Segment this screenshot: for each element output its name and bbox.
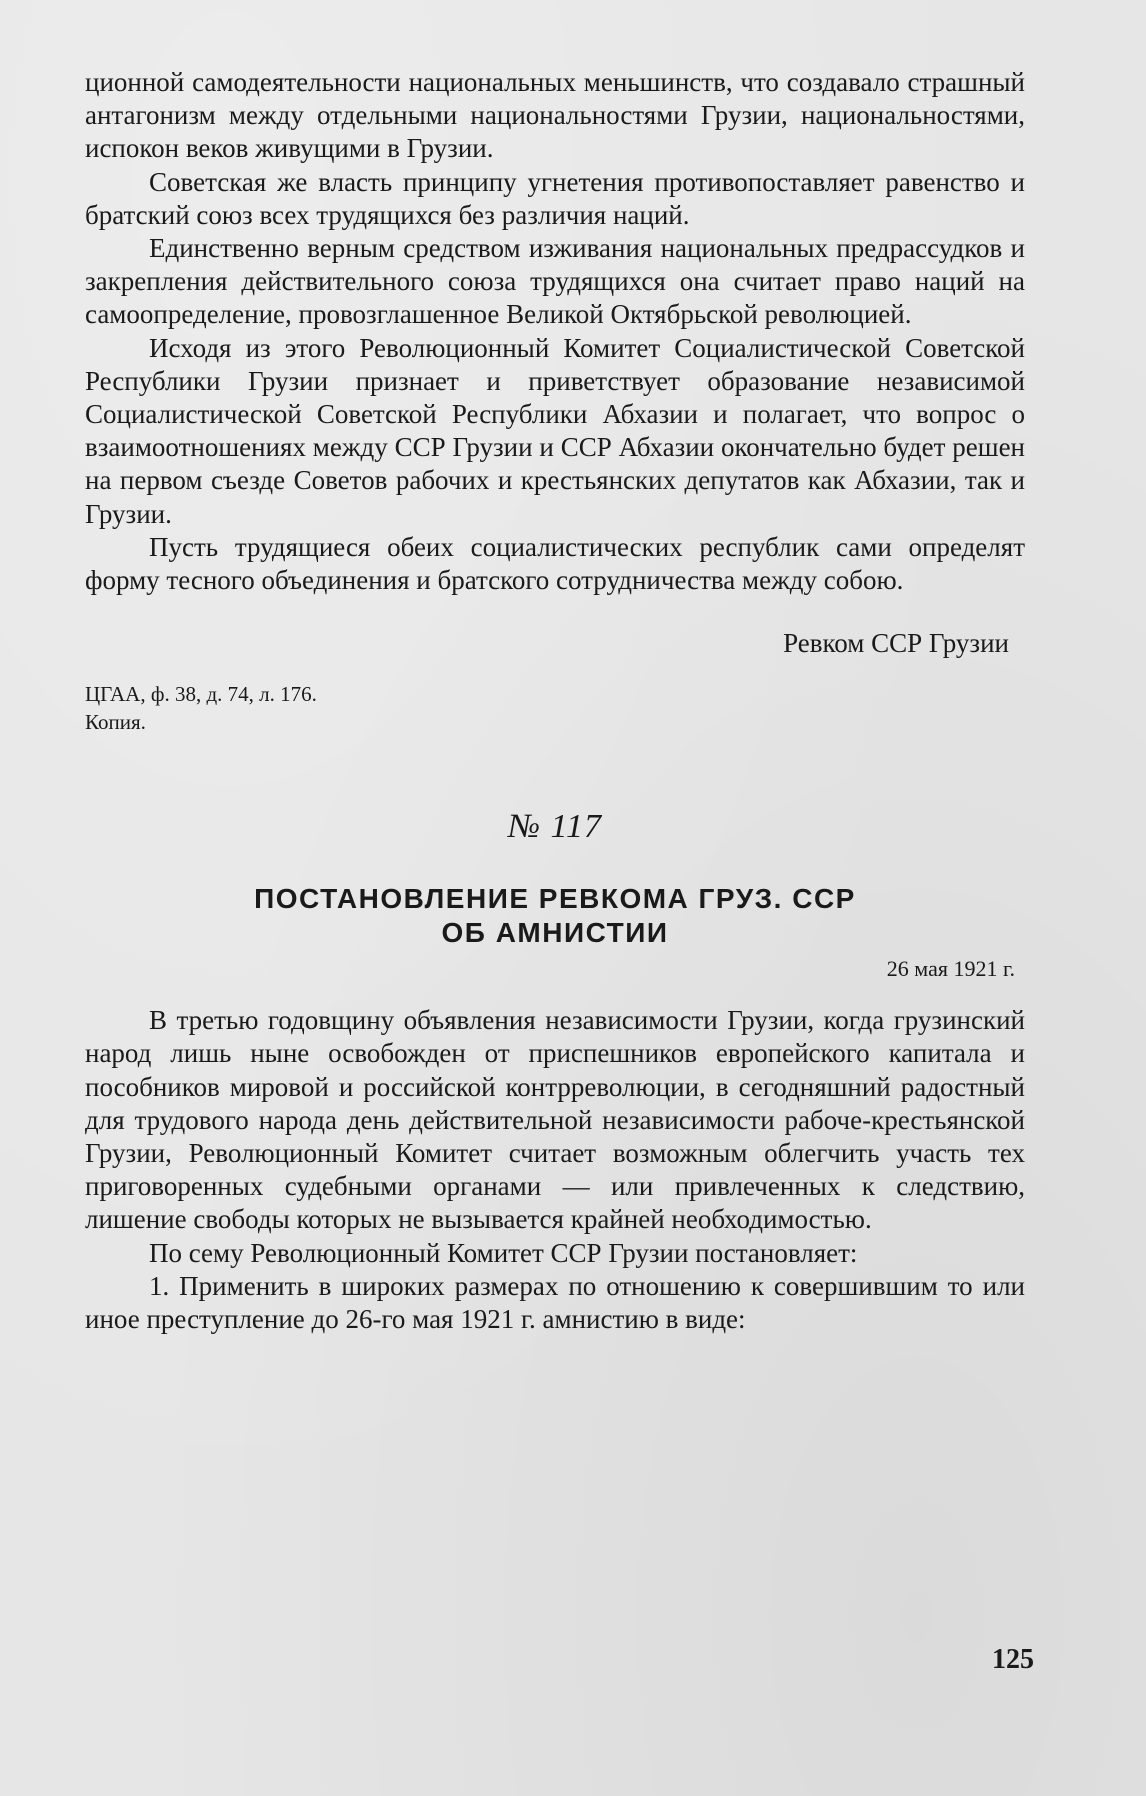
page-number: 125: [992, 1644, 1034, 1675]
document-title-line-1: ПОСТАНОВЛЕНИЕ РЕВКОМА ГРУЗ. ССР: [254, 883, 856, 915]
copy-note: Копия.: [85, 710, 146, 735]
text-column: [85, 66, 1025, 1336]
document-date: 26 мая 1921 г.: [886, 956, 1015, 982]
paragraph-continuation: ционной самодеятельности национальных меньшинств, что создавало страшный антагонизм между отдельными национальностями Грузии, национальностями, испокон веков живущими в Грузии.: [85, 67, 1025, 164]
archive-reference: ЦГАА, ф. 38, д. 74, л. 176.: [85, 682, 317, 707]
paragraph-cooperation: Пусть трудящиеся обеих социалистических республик сами определят форму тесного объединения и братского сотрудничества между собою.: [85, 531, 1025, 596]
document-number: № 117: [507, 808, 603, 846]
paragraph-soviet-power: Советская же власть принципу угнетения противопоставляет равенство и братский союз всех трудящихся без различия наций.: [85, 166, 1025, 230]
paragraph-amnesty-preamble: В третью годовщину объявления независимости Грузии, когда грузинский народ лишь ныне освобожден от приспешников европейского капитала и пособников мировой и российской контрреволюции, в сегодняшний радостный для трудового народа день действительной независимости рабоче-крестьянской Грузии, Революционный Комитет считает возможным облегчить участь тех приговоренных судебными органами — или привлеченных к следствию, лишение свободы которых не вызывается крайней необходимостью.: [85, 1005, 1025, 1235]
archive-reference-block: [85, 680, 1025, 736]
document-title: [85, 882, 1025, 950]
paragraph-item-1: 1. Применить в широких размерах по отношению к совершившим то или иное преступление до 26-го мая 1921 г. амнистию в виде:: [85, 1270, 1025, 1335]
paragraph-self-determination: Единственно верным средством изживания национальных предрассудков и закрепления действительного союза трудящихся она считает право наций на самоопределение, провозглашенное Великой Октябрьской революцией.: [85, 233, 1025, 330]
signature: Ревком ССР Грузии: [783, 628, 1009, 659]
document-title-line-2: ОБ АМНИСТИИ: [441, 917, 669, 949]
paragraph-abkhazia-recognition: Исходя из этого Революционный Комитет Социалистической Советской Республики Грузии признает и приветствует образование независимой Социалистической Советской Республики Абхазии и полагает, что вопрос о взаимоотношениях между ССР Грузии и ССР Абхазии окончательно будет решен на первом съезде Советов рабочих и крестьянских депутатов как Абхазии, так и Грузии.: [85, 332, 1025, 529]
paragraph-resolution-intro: По сему Революционный Комитет ССР Грузии постановляет:: [149, 1237, 858, 1268]
